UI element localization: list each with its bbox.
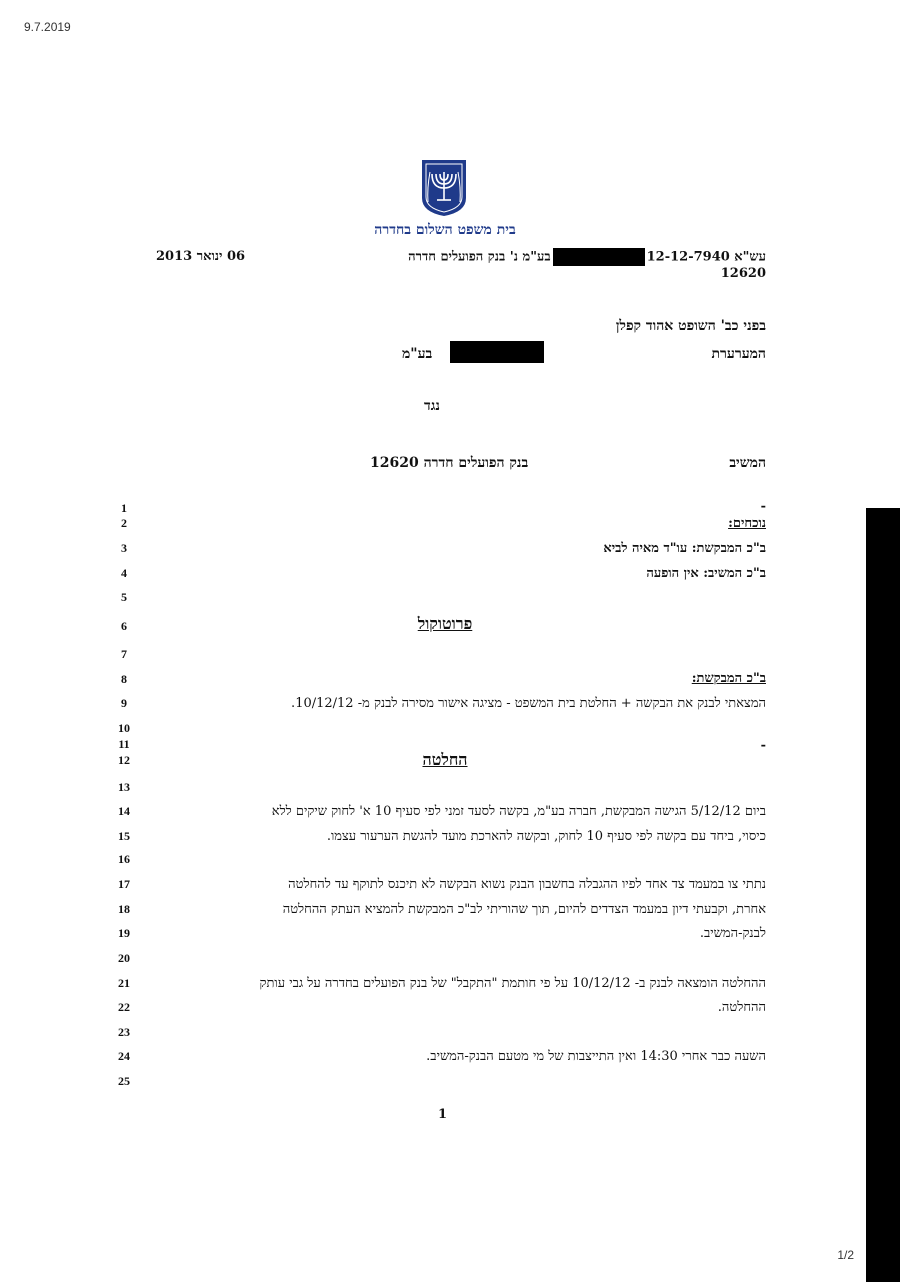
line-number: 17 (118, 877, 130, 891)
respondent-name: בנק הפועלים חדרה 12620 (370, 455, 529, 471)
line-number: 7 (121, 647, 127, 661)
separator-dash: - (760, 499, 766, 514)
line-number: 1 (121, 501, 127, 515)
line-number: 4 (121, 566, 127, 580)
judge-line: בפני כב' השופט אהוד קפלן (615, 318, 766, 334)
decision-paragraph-line: ההחלטה. (717, 1000, 766, 1015)
line-number: 16 (118, 852, 130, 866)
separator-dash: - (760, 738, 766, 753)
case-number-line2: 12620 (720, 266, 766, 281)
line-number: 23 (118, 1025, 130, 1039)
line-number: 21 (118, 976, 130, 990)
decision-paragraph-line: ההחלטה הומצאה לבנק ב- 10/12/12 על פי חותמת "התקבל" של בנק הפועלים בחדרה על גבי עותק (259, 976, 766, 991)
decision-paragraph-line: ביום 5/12/12 הגישה המבקשת, חברה בע"מ, בקשה לסעד זמני לפי סעיף 10 א' לחוק שיקים ללא (271, 804, 766, 819)
hearing-date: 06 ינואר 2013 (156, 249, 246, 264)
line-number: 8 (121, 672, 127, 686)
line-number: 20 (118, 951, 130, 965)
redaction-block (553, 248, 645, 266)
present-label: נוכחים: (728, 516, 766, 531)
line-number: 14 (118, 804, 130, 818)
decision-paragraph-line: נתתי צו במעמד צד אחד לפיו ההגבלה בחשבון הבנק נשוא הבקשה לא תיכנס לתוקף עד להחלטה (288, 877, 766, 892)
appellant-suffix: בע"מ (402, 346, 433, 362)
against-label: נגד (424, 398, 440, 414)
state-emblem-icon (419, 158, 469, 218)
line-number: 15 (118, 829, 130, 843)
decision-heading: החלטה (422, 750, 468, 769)
print-page-indicator: 1/2 (837, 1248, 854, 1262)
line-number: 24 (118, 1049, 130, 1063)
respondent-counsel: ב"כ המשיב: אין הופעה (646, 566, 766, 581)
protocol-heading: פרוטוקול (417, 614, 473, 633)
line-number: 5 (121, 590, 127, 604)
applicant-statement-label: ב"כ המבקשת: (691, 671, 766, 686)
line-number: 13 (118, 780, 130, 794)
applicant-counsel: ב"כ המבקשת: עו"ד מאיה לביא (603, 541, 766, 556)
court-name: בית משפט השלום בחדרה (374, 222, 516, 238)
line-number: 22 (118, 1000, 130, 1014)
line-number: 18 (118, 902, 130, 916)
decision-paragraph-line: כיסוי, ביחד עם בקשה לפי סעיף 10 לחוק, ובקשה להארכת מועד להגשת הערעור עצמו. (326, 829, 766, 844)
line-number: 12 (118, 753, 130, 767)
decision-paragraph-line: לבנק-המשיב. (699, 926, 766, 941)
line-number: 6 (121, 619, 127, 633)
line-number: 19 (118, 926, 130, 940)
line-number: 3 (121, 541, 127, 555)
appellant-label: המערערת (711, 346, 766, 362)
appellant-redaction (450, 341, 544, 363)
line-number: 11 (118, 737, 130, 751)
decision-paragraph-line: אחרת, וקבעתי דיון במעמד הצדדים להיום, תוך שהוריתי לב"כ המבקשת להמציא העתק ההחלטה (282, 902, 766, 917)
print-date: 9.7.2019 (24, 20, 71, 34)
line-number: 9 (121, 696, 127, 710)
applicant-statement-text: המצאתי לבנק את הבקשה + החלטת בית המשפט - מציגה אישור מסירה לבנק מ- 10/12/12. (291, 696, 766, 711)
decision-paragraph-line: השעה כבר אחרי 14:30 ואין התייצבות של מי מטעם הבנק-המשיב. (426, 1049, 766, 1064)
line-number: 25 (118, 1074, 130, 1088)
case-number: עש"א 12-12-7940בע"מ נ' בנק הפועלים חדרה (408, 249, 766, 265)
line-number: 2 (121, 516, 127, 530)
respondent-label: המשיב (729, 455, 766, 471)
scroll-edge-bar (866, 508, 900, 1282)
page-number: 1 (438, 1107, 448, 1122)
line-number: 10 (118, 721, 130, 735)
